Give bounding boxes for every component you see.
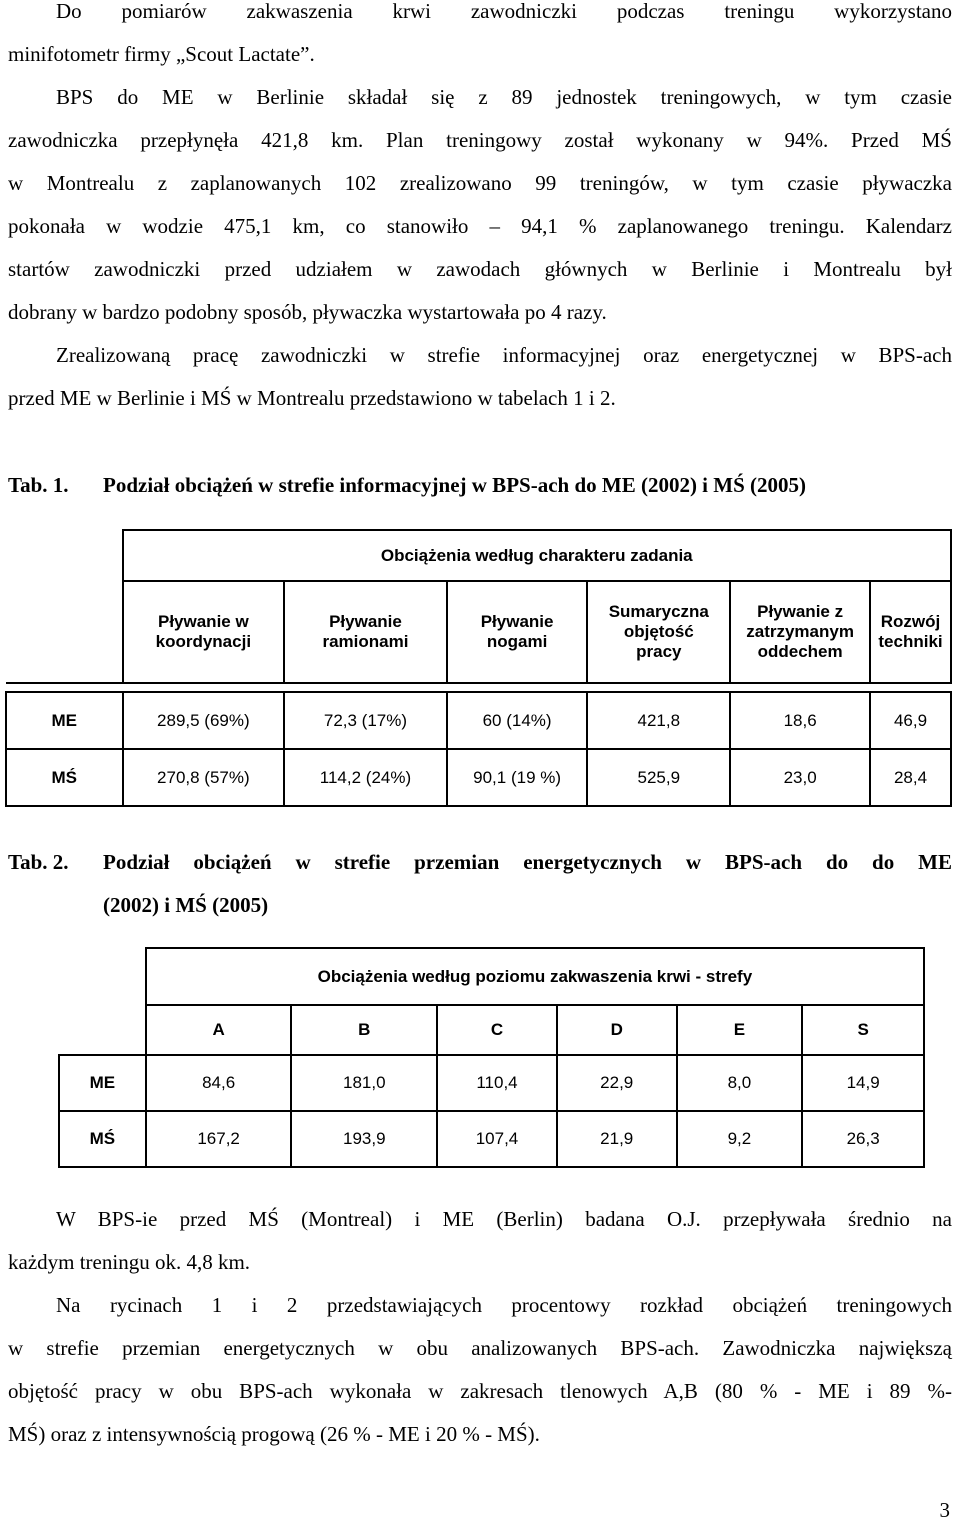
table-cell: 289,5 (69%) (123, 692, 285, 749)
header-line: Sumaryczna (608, 602, 709, 621)
header-line: Pływanie z (757, 602, 844, 621)
table2-column-header: E (677, 1005, 803, 1055)
header-line: objętość (623, 622, 694, 641)
table-cell: 193,9 (291, 1111, 437, 1167)
text-line: pokonała w wodzie 475,1 km, co stanowiło – 94,1 % zaplanowanego treningu. Kalendarz (8, 214, 952, 238)
header-line: Pływanie w (157, 612, 249, 631)
text-line: w strefie przemian energetycznych w obu analizowanych BPS-ach. Zawodniczka największą (8, 1336, 952, 1360)
header-line: nogami (486, 632, 548, 651)
paragraph-measurement (8, 0, 952, 76)
table-cell: 107,4 (437, 1111, 557, 1167)
text-line: w Montrealu z zaplanowanych 102 zrealizowano 99 treningów, w tym czasie pływaczka (8, 171, 952, 195)
text-line: minifotometr firmy „Scout Lactate”. (8, 42, 315, 66)
header-line: oddechem (757, 642, 843, 661)
table-cell: 14,9 (802, 1055, 924, 1111)
header-line: zatrzymanym (746, 622, 854, 641)
header-line: koordynacji (155, 632, 252, 651)
table-cell: 110,4 (437, 1055, 557, 1111)
table-cell: 270,8 (57%) (123, 749, 285, 806)
table1-corner-cell (6, 530, 123, 581)
table2-corner-cell (59, 1005, 146, 1055)
text-line: Zrealizowaną pracę zawodniczki w strefie informacyjnej oraz energetycznej w BPS-ach (56, 343, 952, 367)
table1-column-header (730, 581, 870, 683)
table-cell: 26,3 (802, 1111, 924, 1167)
table2-group-header: Obciążenia według poziomu zakwaszenia krwi - strefy (146, 948, 924, 1005)
table2-corner-cell (59, 948, 146, 1005)
table1-column-header (123, 581, 285, 683)
table2-column-header: S (802, 1005, 924, 1055)
table-cell: 22,9 (557, 1055, 677, 1111)
table1-column-header (284, 581, 447, 683)
table-cell: 46,9 (870, 692, 951, 749)
table-row (6, 749, 951, 806)
row-label: MŚ (59, 1111, 146, 1167)
text-line: każdym treningu ok. 4,8 km. (8, 1250, 251, 1274)
table1-column-header (447, 581, 588, 683)
header-line: Pływanie (480, 612, 554, 631)
header-line: Pływanie (329, 612, 402, 631)
table1-group-header: Obciążenia według charakteru zadania (123, 530, 951, 581)
text-line: Do pomiarów zakwaszenia krwi zawodniczki podczas treningu wykorzystano (56, 0, 952, 23)
table2-title-line: Podział obciążeń w strefie przemian energetycznych w BPS-ach do do ME (103, 850, 952, 874)
table2-label: Tab. 2. (8, 850, 69, 874)
table-cell: 114,2 (24%) (284, 749, 447, 806)
text-line: dobrany w bardzo podobny sposób, pływaczka wystartowała po 4 razy. (8, 300, 607, 324)
table-cell: 84,6 (146, 1055, 292, 1111)
table-row (6, 692, 951, 749)
text-line: Na rycinach 1 i 2 przedstawiających procentowy rozkład obciążeń treningowych (56, 1293, 952, 1317)
table1-title: Podział obciążeń w strefie informacyjnej w BPS-ach do ME (2002) i MŚ (2005) (103, 473, 807, 497)
table-cell: 90,1 (19 %) (447, 749, 588, 806)
table-cell: 525,9 (587, 749, 730, 806)
table1-corner-cell (6, 581, 123, 683)
table-spacer (6, 683, 951, 692)
row-label: ME (6, 692, 123, 749)
text-line: objętość pracy w obu BPS-ach wykonała w zakresach tlenowych A,B (80 % - ME i 89 %- (8, 1379, 952, 1403)
text-line: przed ME w Berlinie i MŚ w Montrealu przedstawiono w tabelach 1 i 2. (8, 386, 616, 410)
page-number: 3 (939, 1498, 950, 1522)
text-line: W BPS-ie przed MŚ (Montreal) i ME (Berlin) badana O.J. przepływała średnio na (56, 1207, 952, 1231)
header-line: pracy (636, 642, 682, 661)
table-row (59, 1111, 924, 1167)
table-cell: 8,0 (677, 1055, 803, 1111)
paragraph-tables-intro (8, 334, 952, 420)
table2-column-header: C (437, 1005, 557, 1055)
table-cell: 421,8 (587, 692, 730, 749)
table-cell: 72,3 (17%) (284, 692, 447, 749)
table-cell: 23,0 (730, 749, 870, 806)
table2-column-header: A (146, 1005, 292, 1055)
row-label: ME (59, 1055, 146, 1111)
table-cell: 181,0 (291, 1055, 437, 1111)
text-line: BPS do ME w Berlinie składał się z 89 jednostek treningowych, w tym czasie (56, 85, 952, 109)
table2-column-header: D (557, 1005, 677, 1055)
table2 (58, 947, 925, 1168)
table1-column-header (870, 581, 951, 683)
table2-column-header: B (291, 1005, 437, 1055)
table-row (59, 1055, 924, 1111)
table2-title-line: (2002) i MŚ (2005) (103, 893, 269, 917)
paragraph-figures (8, 1284, 952, 1456)
text-line: zawodniczka przepłynęła 421,8 km. Plan treningowy został wykonany w 94%. Przed MŚ (8, 128, 952, 152)
paragraph-training-plan (8, 76, 952, 334)
header-line: Rozwój (880, 612, 941, 631)
text-line: startów zawodniczki przed udziałem w zawodach głównych w Berlinie i Montrealu był (8, 257, 952, 281)
table-cell: 9,2 (677, 1111, 803, 1167)
header-line: techniki (878, 632, 943, 651)
table1-label: Tab. 1. (8, 473, 69, 497)
header-line: ramionami (322, 632, 409, 651)
table1-column-header (587, 581, 730, 683)
paragraph-average-distance (8, 1198, 952, 1284)
table-cell: 21,9 (557, 1111, 677, 1167)
table-cell: 60 (14%) (447, 692, 588, 749)
row-label: MŚ (6, 749, 123, 806)
table-cell: 18,6 (730, 692, 870, 749)
text-line: MŚ) oraz z intensywnością progową (26 % - ME i 20 % - MŚ). (8, 1422, 540, 1446)
table1 (5, 529, 952, 807)
table-cell: 167,2 (146, 1111, 292, 1167)
table-cell: 28,4 (870, 749, 951, 806)
